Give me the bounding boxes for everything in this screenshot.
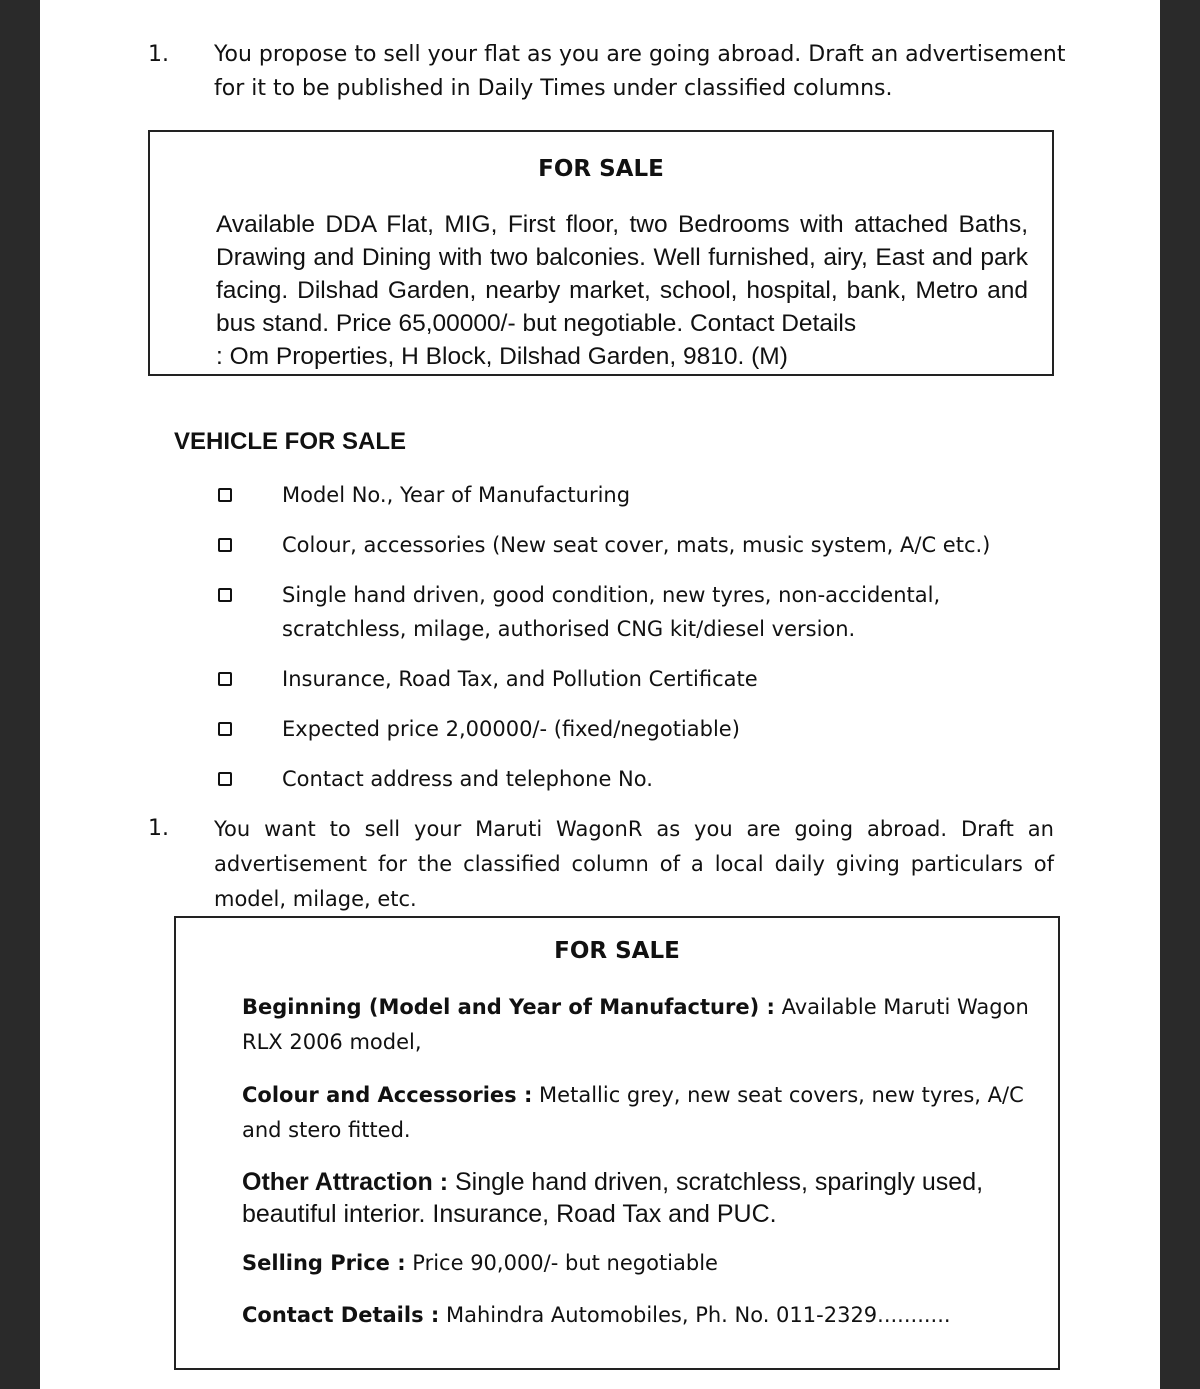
ad-para-label: Contact Details : xyxy=(242,1303,440,1327)
document-page xyxy=(40,0,1160,1389)
flat-sale-ad-box xyxy=(148,130,1054,376)
checklist-item xyxy=(216,528,1076,562)
checklist-item xyxy=(216,662,1076,696)
question-2-text: You want to sell your Maruti WagonR as you are going abroad. Draft an advertisement for the classified column of a local daily giving particulars of model, milage, etc. xyxy=(214,817,1054,911)
ad-para-colour xyxy=(242,1078,1042,1148)
question-1 xyxy=(148,38,1068,110)
ad-para-text: Metallic grey, new seat covers, new tyres, A/C and stero fitted. xyxy=(242,1083,1024,1142)
flat-sale-ad-description: Available DDA Flat, MIG, First floor, two Bedrooms with attached Baths, Drawing and Dining with two balconies. Well furnished, airy, East and park facing. Dilshad Garden, nearby market, school, hospital, bank, Metro and bus stand. Price 65,00000/- but negotiable. Contact Details xyxy=(216,211,1028,337)
question-1-line-1: You propose to sell your flat as you are going abroad. Draft an advertisement xyxy=(214,42,1066,67)
ad-para-model xyxy=(242,990,1042,1060)
checklist-item xyxy=(216,712,1076,746)
ad-para-text: Mahindra Automobiles, Ph. No. 011-2329........... xyxy=(439,1303,951,1327)
ad-para-label: Other Attraction : xyxy=(242,1168,449,1196)
ad-para-label: Beginning (Model and Year of Manufacture) : xyxy=(242,995,775,1019)
checklist-item xyxy=(216,578,982,646)
checklist-item xyxy=(216,478,1076,512)
vehicle-checklist xyxy=(216,478,1076,796)
checkbox-bullet-icon xyxy=(218,538,232,552)
flat-sale-ad-contact: : Om Properties, H Block, Dilshad Garden, 9810. (M) xyxy=(216,343,788,370)
question-1-line-2: for it to be published in Daily Times under classified columns. xyxy=(214,76,893,101)
checkbox-bullet-icon xyxy=(218,488,232,502)
flat-sale-ad-title: FOR SALE xyxy=(538,156,664,182)
question-1-number: 1. xyxy=(148,42,169,67)
ad-para-attraction xyxy=(242,1166,1042,1230)
ad-para-label: Colour and Accessories : xyxy=(242,1083,533,1107)
checkbox-bullet-icon xyxy=(218,672,232,686)
car-sale-ad-title: FOR SALE xyxy=(554,938,680,964)
checklist-item-text: Model No., Year of Manufacturing xyxy=(282,483,631,507)
checklist-item-text: Expected price 2,00000/- (fixed/negotiable) xyxy=(282,717,740,741)
ad-para-text: Price 90,000/- but negotiable xyxy=(405,1251,718,1275)
ad-para-text: Single hand driven, scratchless, sparingly used, beautiful interior. Insurance, Road Tax and PUC. xyxy=(242,1168,984,1228)
checklist-item-text: Single hand driven, good condition, new tyres, non-accidental, scratchless, milage, authorised CNG kit/diesel version. xyxy=(282,583,941,641)
checklist-item-text: Insurance, Road Tax, and Pollution Certificate xyxy=(282,667,758,691)
car-sale-ad-box xyxy=(174,916,1060,1370)
question-2 xyxy=(148,812,1068,916)
checklist-item-text: Contact address and telephone No. xyxy=(282,767,653,791)
checklist-item-text: Colour, accessories (New seat cover, mats, music system, A/C etc.) xyxy=(282,533,991,557)
checklist-item xyxy=(216,762,1076,796)
question-2-number: 1. xyxy=(148,816,169,841)
ad-para-price xyxy=(242,1246,1042,1281)
checkbox-bullet-icon xyxy=(218,722,232,736)
checkbox-bullet-icon xyxy=(218,772,232,786)
checkbox-bullet-icon xyxy=(218,588,232,602)
vehicle-for-sale-heading: VEHICLE FOR SALE xyxy=(174,428,407,455)
flat-sale-ad-body xyxy=(216,208,1028,373)
ad-para-text: Available Maruti Wagon RLX 2006 model, xyxy=(242,995,1029,1054)
ad-para-label: Selling Price : xyxy=(242,1251,406,1275)
ad-para-contact xyxy=(242,1298,1042,1333)
